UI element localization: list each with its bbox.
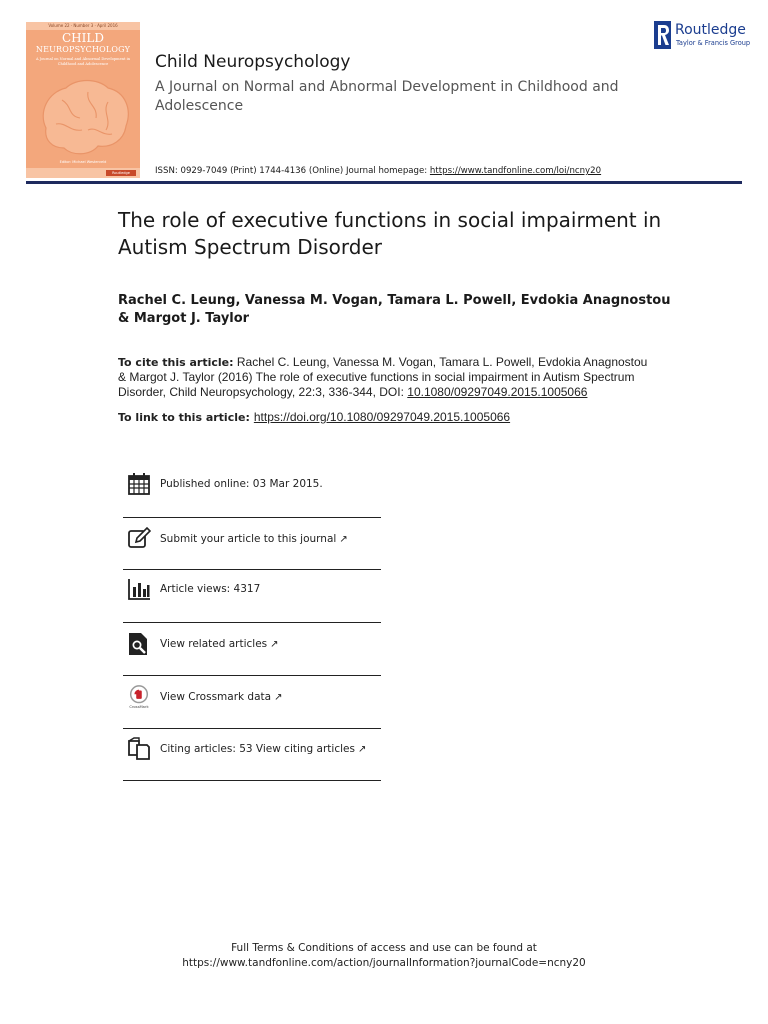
calendar-icon bbox=[127, 472, 151, 496]
cover-volume-line: Volume 22 · Number 3 · April 2016 bbox=[26, 22, 140, 30]
external-link-icon: ↗ bbox=[274, 692, 283, 703]
submit-article-link[interactable]: Submit your article to this journal bbox=[160, 533, 337, 545]
external-link-icon: ↗ bbox=[357, 744, 367, 755]
related-articles-row[interactable] bbox=[123, 626, 381, 666]
related-articles-link[interactable]: View related articles bbox=[160, 638, 268, 650]
published-online-text: Published online: 03 Mar 2015. bbox=[160, 478, 323, 490]
cover-publisher-mark: Routledge bbox=[106, 170, 136, 176]
journal-cover bbox=[26, 22, 140, 178]
info-divider bbox=[123, 517, 381, 518]
issn-text: ISSN: 0929-7049 (Print) 1744-4136 (Online) Journal homepage: bbox=[155, 166, 430, 176]
external-link-icon: ↗ bbox=[270, 639, 279, 650]
info-divider bbox=[123, 780, 381, 781]
citing-documents-icon bbox=[127, 737, 151, 761]
cover-title-line1: CHILD bbox=[62, 31, 104, 45]
crossmark-row[interactable] bbox=[123, 679, 381, 719]
cover-editor: Editor: Michael Westerveld bbox=[59, 160, 107, 164]
header-divider bbox=[26, 181, 742, 184]
publisher-name: Routledge bbox=[675, 22, 746, 38]
citing-articles-row[interactable] bbox=[123, 731, 381, 771]
brain-illustration-icon bbox=[32, 70, 134, 170]
related-articles-label-wrap bbox=[160, 638, 279, 650]
bar-chart-icon bbox=[127, 577, 151, 601]
article-views-row bbox=[123, 571, 381, 611]
submit-article-row[interactable] bbox=[123, 521, 381, 561]
journal-subtitle: A Journal on Normal and Abnormal Development in Childhood and Adolescence bbox=[155, 79, 619, 114]
crossmark-label-wrap bbox=[160, 691, 282, 703]
published-online-row bbox=[123, 466, 381, 506]
link-label: To link to this article: bbox=[118, 411, 250, 424]
cite-doi-link[interactable]: 10.1080/09297049.2015.1005066 bbox=[407, 385, 588, 399]
article-authors: Rachel C. Leung, Vanessa M. Vogan, Tamara L. Powell, Evdokia Anagnostou & Margot J. Taylor bbox=[118, 293, 671, 326]
article-doi-link[interactable]: https://doi.org/10.1080/09297049.2015.1005066 bbox=[253, 410, 511, 424]
publisher-logo[interactable] bbox=[654, 21, 751, 49]
article-link-block bbox=[118, 410, 658, 424]
cover-subtitle: A Journal on Normal and Abnormal Development in Childhood and Adolescence bbox=[35, 57, 131, 66]
citing-articles-label-wrap bbox=[160, 743, 366, 755]
routledge-logo-icon bbox=[654, 21, 671, 49]
publisher-group: Taylor & Francis Group bbox=[676, 39, 751, 47]
citation-block bbox=[118, 355, 658, 400]
info-divider bbox=[123, 728, 381, 729]
footer-terms-link[interactable]: https://www.tandfonline.com/action/journalInformation?journalCode=ncny20 bbox=[182, 957, 586, 969]
article-title: The role of executive functions in social impairment in Autism Spectrum Disorder bbox=[118, 208, 662, 259]
citing-articles-link[interactable]: Citing articles: 53 View citing articles bbox=[160, 743, 355, 755]
info-divider bbox=[123, 622, 381, 623]
journal-homepage-link[interactable]: https://www.tandfonline.com/loi/ncny20 bbox=[429, 166, 602, 176]
cite-label: To cite this article: bbox=[118, 356, 234, 369]
issn-line bbox=[155, 166, 601, 176]
document-search-icon bbox=[127, 632, 151, 656]
journal-title: Child Neuropsychology bbox=[155, 52, 351, 72]
crossmark-link[interactable]: View Crossmark data bbox=[160, 691, 272, 703]
info-divider bbox=[123, 569, 381, 570]
article-views-text: Article views: 4317 bbox=[160, 583, 261, 595]
footer-line1: Full Terms & Conditions of access and use can be found at bbox=[231, 942, 537, 954]
terms-footer bbox=[0, 941, 768, 971]
crossmark-icon bbox=[127, 685, 151, 709]
edit-pencil-icon bbox=[127, 527, 151, 551]
external-link-icon: ↗ bbox=[339, 534, 348, 545]
crossmark-icon-text: CrossMark bbox=[129, 705, 149, 709]
cite-text: Rachel C. Leung, Vanessa M. Vogan, Tamara L. Powell, Evdokia Anagnostou & Margot J. Taylor (2016) The role of executive functions in social impairment in Autism Spectrum Disorder, Child Neuropsychology, 22:3, 336-344, DOI: bbox=[118, 355, 648, 399]
info-divider bbox=[123, 675, 381, 676]
submit-article-label-wrap bbox=[160, 533, 348, 545]
cover-title-line2: NEUROPSYCHOLOGY bbox=[35, 45, 131, 54]
